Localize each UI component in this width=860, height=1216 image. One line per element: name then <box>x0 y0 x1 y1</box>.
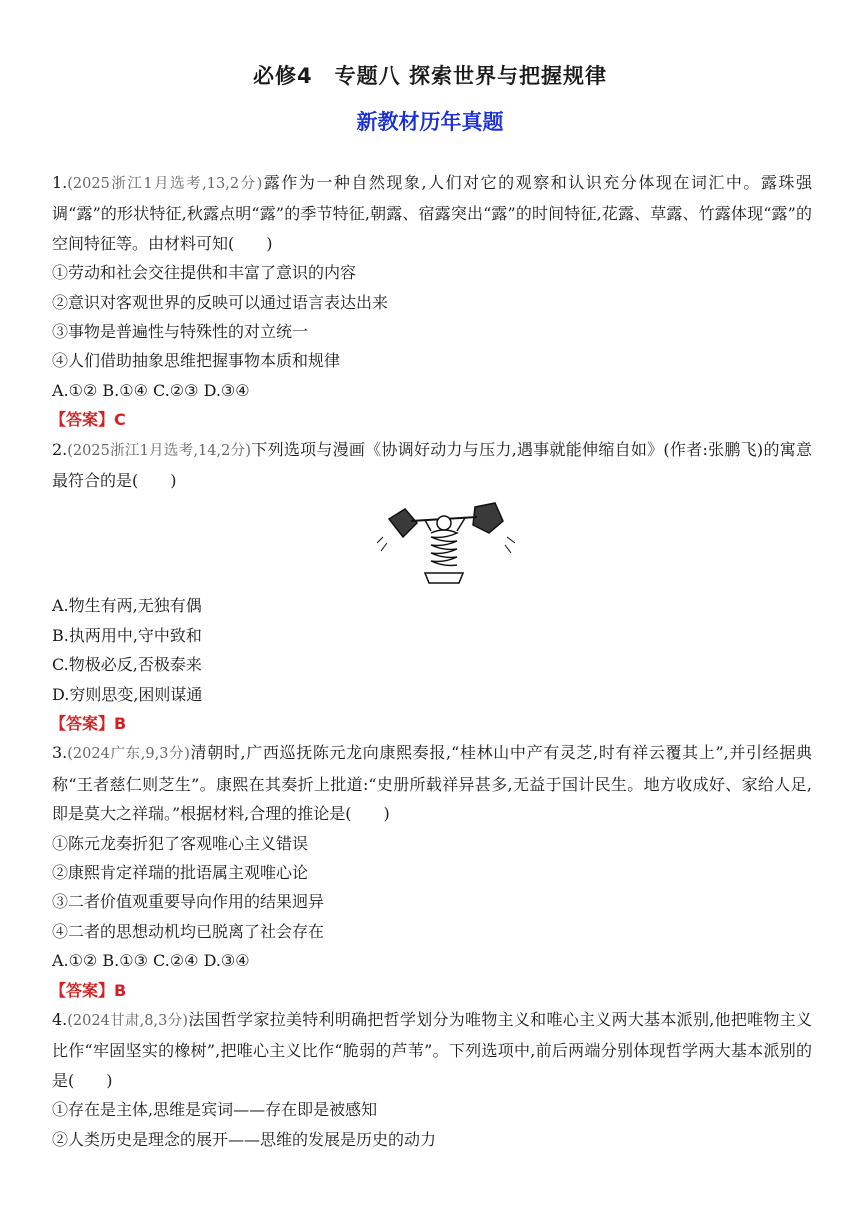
spring-weightlifter-cartoon <box>377 497 527 589</box>
question-text: 露作为一种自然现象,人们对它的观察和认识充分体现在词汇中。露珠强调“露”的形状特征,秋露点明“露”的季节特征,朝露、宿露突出“露”的时间特征,花露、草露、竹露体现“露”的空间特征等。由材料可知( ) <box>52 173 812 253</box>
answer-label: 【答案】 <box>50 410 115 430</box>
question-1-stem <box>52 168 812 258</box>
option: B.执两用中,守中致和 <box>52 625 202 645</box>
question-number: 1. <box>52 173 68 192</box>
statement: ②意识对客观世界的反映可以通过语言表达出来 <box>52 292 389 312</box>
question-number: 2. <box>52 439 68 459</box>
statement: ②康熙肯定祥瑞的批语属主观唯心论 <box>52 862 309 882</box>
statement: ③二者价值观重要导向作用的结果迥异 <box>52 892 325 912</box>
option: D.穷则思变,困则谋通 <box>52 684 203 704</box>
question-source: (2024甘肃,8,3分) <box>67 1012 189 1029</box>
statement: ②人类历史是理念的展开——思维的发展是历史的动力 <box>52 1129 437 1149</box>
question-text: 法国哲学家拉美特利明确把哲学划分为唯物主义和唯心主义两大基本派别,他把唯物主义比作“牢固坚实的橡树”,把唯心主义比作“脆弱的芦苇”。下列选项中,前后两端分别体现哲学两大基本派别的是( ) <box>52 1009 812 1090</box>
cartoon-figure <box>52 495 812 591</box>
question-text: 下列选项与漫画《协调好动力与压力,遇事就能伸缩自如》(作者:张鹏飞)的寓意最符合的是( ) <box>52 439 812 490</box>
question-source: (2025浙江1月选考,14,2分) <box>67 442 252 459</box>
statement: ④二者的思想动机均已脱离了社会存在 <box>52 921 325 941</box>
option: C.物极必反,否极泰来 <box>52 655 202 675</box>
options-line: A.①② B.①③ C.②④ D.③④ <box>52 951 250 971</box>
page-subtitle: 新教材历年真题 <box>356 110 504 134</box>
statement: ①存在是主体,思维是宾词——存在即是被感知 <box>52 1100 378 1120</box>
answer-line <box>52 709 812 738</box>
page-title: 必修4 专题八 探索世界与把握规律 <box>253 64 607 88</box>
question-2-stem <box>52 435 812 496</box>
question-number: 3. <box>52 743 68 763</box>
answer-line <box>52 976 812 1005</box>
statement: ①劳动和社会交往提供和丰富了意识的内容 <box>52 263 357 283</box>
answer-label: 【答案】 <box>50 980 115 1000</box>
answer-line <box>52 405 812 434</box>
question-source: (2025浙江1月选考,13,2分) <box>67 176 263 192</box>
question-3-stem <box>52 738 812 828</box>
option: A.物生有两,无独有偶 <box>52 596 202 616</box>
statement: ③事物是普遍性与特殊性的对立统一 <box>52 322 309 341</box>
answer-value: B <box>114 713 127 733</box>
statement: ①陈元龙奏折犯了客观唯心主义错误 <box>52 833 309 853</box>
question-source: (2024广东,9,3分) <box>67 746 190 763</box>
answer-value: C <box>114 410 126 430</box>
answer-value: B <box>114 980 127 1000</box>
question-number: 4. <box>52 1009 68 1029</box>
question-text: 清朝时,广西巡抚陈元龙向康熙奏报,“桂林山中产有灵芝,时有祥云覆其上”,并引经据典称“王者慈仁则芝生”。康熙在其奏折上批道:“史册所载祥异甚多,无益于国计民生。地方收成好、家给人足,即是莫大之祥瑞。”根据材料,合理的推论是( ) <box>52 743 812 824</box>
statement: ④人们借助抽象思维把握事物本质和规律 <box>52 351 341 371</box>
question-list <box>52 168 812 1154</box>
options-line: A.①② B.①④ C.②③ D.③④ <box>52 380 250 400</box>
answer-label: 【答案】 <box>50 713 115 733</box>
question-4-stem <box>52 1005 812 1095</box>
